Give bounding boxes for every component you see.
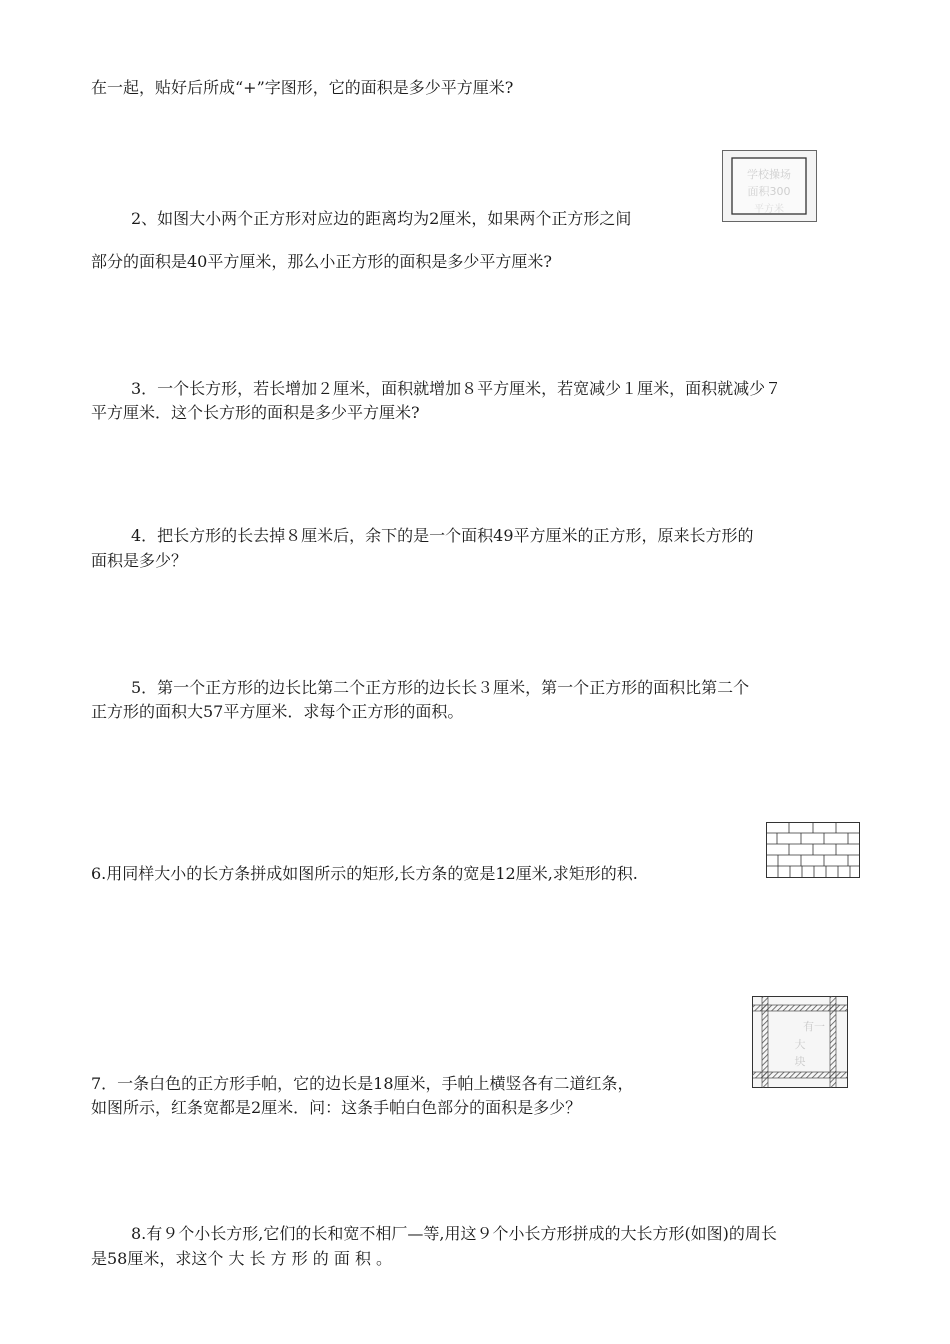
problem-6-line-1: 6.用同样大小的长方条拼成如图所示的矩形,长方条的宽是12厘米,求矩形的积.	[91, 864, 638, 883]
svg-text:学校操场: 学校操场	[747, 168, 791, 181]
problem-2-line-1: 2、如图大小两个正方形对应边的距离均为2厘米，如果两个正方形之间	[131, 209, 632, 228]
problem-4-line-2: 面积是多少？	[91, 551, 188, 570]
svg-text:大: 大	[794, 1038, 806, 1051]
nested-squares-figure	[722, 150, 817, 222]
problem-8-line-2: 是58厘米，求这个 大 长 方 形 的 面 积 。	[91, 1249, 393, 1268]
svg-text:有一: 有一	[803, 1020, 825, 1033]
problem-8-line-1: 8.有９个小长方形,它们的长和宽不相厂—等,用这９个小长方形拼成的大长方形(如图)的周长	[131, 1224, 777, 1243]
problem-5-line-2: 正方形的面积大57平方厘米．求每个正方形的面积。	[91, 702, 464, 721]
problem-2-line-2: 部分的面积是40平方厘米，那么小正方形的面积是多少平方厘米?	[91, 252, 552, 271]
problem-4-line-1: 4．把长方形的长去掉８厘米后，余下的是一个面积49平方厘米的正方形，原来长方形的	[131, 526, 754, 545]
problem-1-line-1: 在一起，贴好后所成“+”字图形，它的面积是多少平方厘米?	[91, 78, 514, 97]
svg-text:面积300: 面积300	[747, 185, 791, 198]
svg-text:平方米: 平方米	[754, 204, 784, 215]
problem-3-line-2: 平方厘米．这个长方形的面积是多少平方厘米?	[91, 403, 420, 422]
problem-3-line-1: 3．一个长方形，若长增加２厘米，面积就增加８平方厘米，若宽减少１厘米，面积就减少７	[131, 379, 782, 398]
problem-5-line-1: 5．第一个正方形的边长比第二个正方形的边长长３厘米，第一个正方形的面积比第二个	[131, 678, 750, 697]
problem-7-line-1: 7．一条白色的正方形手帕，它的边长是18厘米，手帕上横竖各有二道红条，	[91, 1074, 634, 1093]
problem-7-line-2: 如图所示，红条宽都是2厘米．问：这条手帕白色部分的面积是多少？	[91, 1098, 582, 1117]
handkerchief-figure	[752, 996, 848, 1088]
svg-text:块: 块	[794, 1055, 806, 1068]
strip-rectangle-figure	[766, 822, 860, 878]
